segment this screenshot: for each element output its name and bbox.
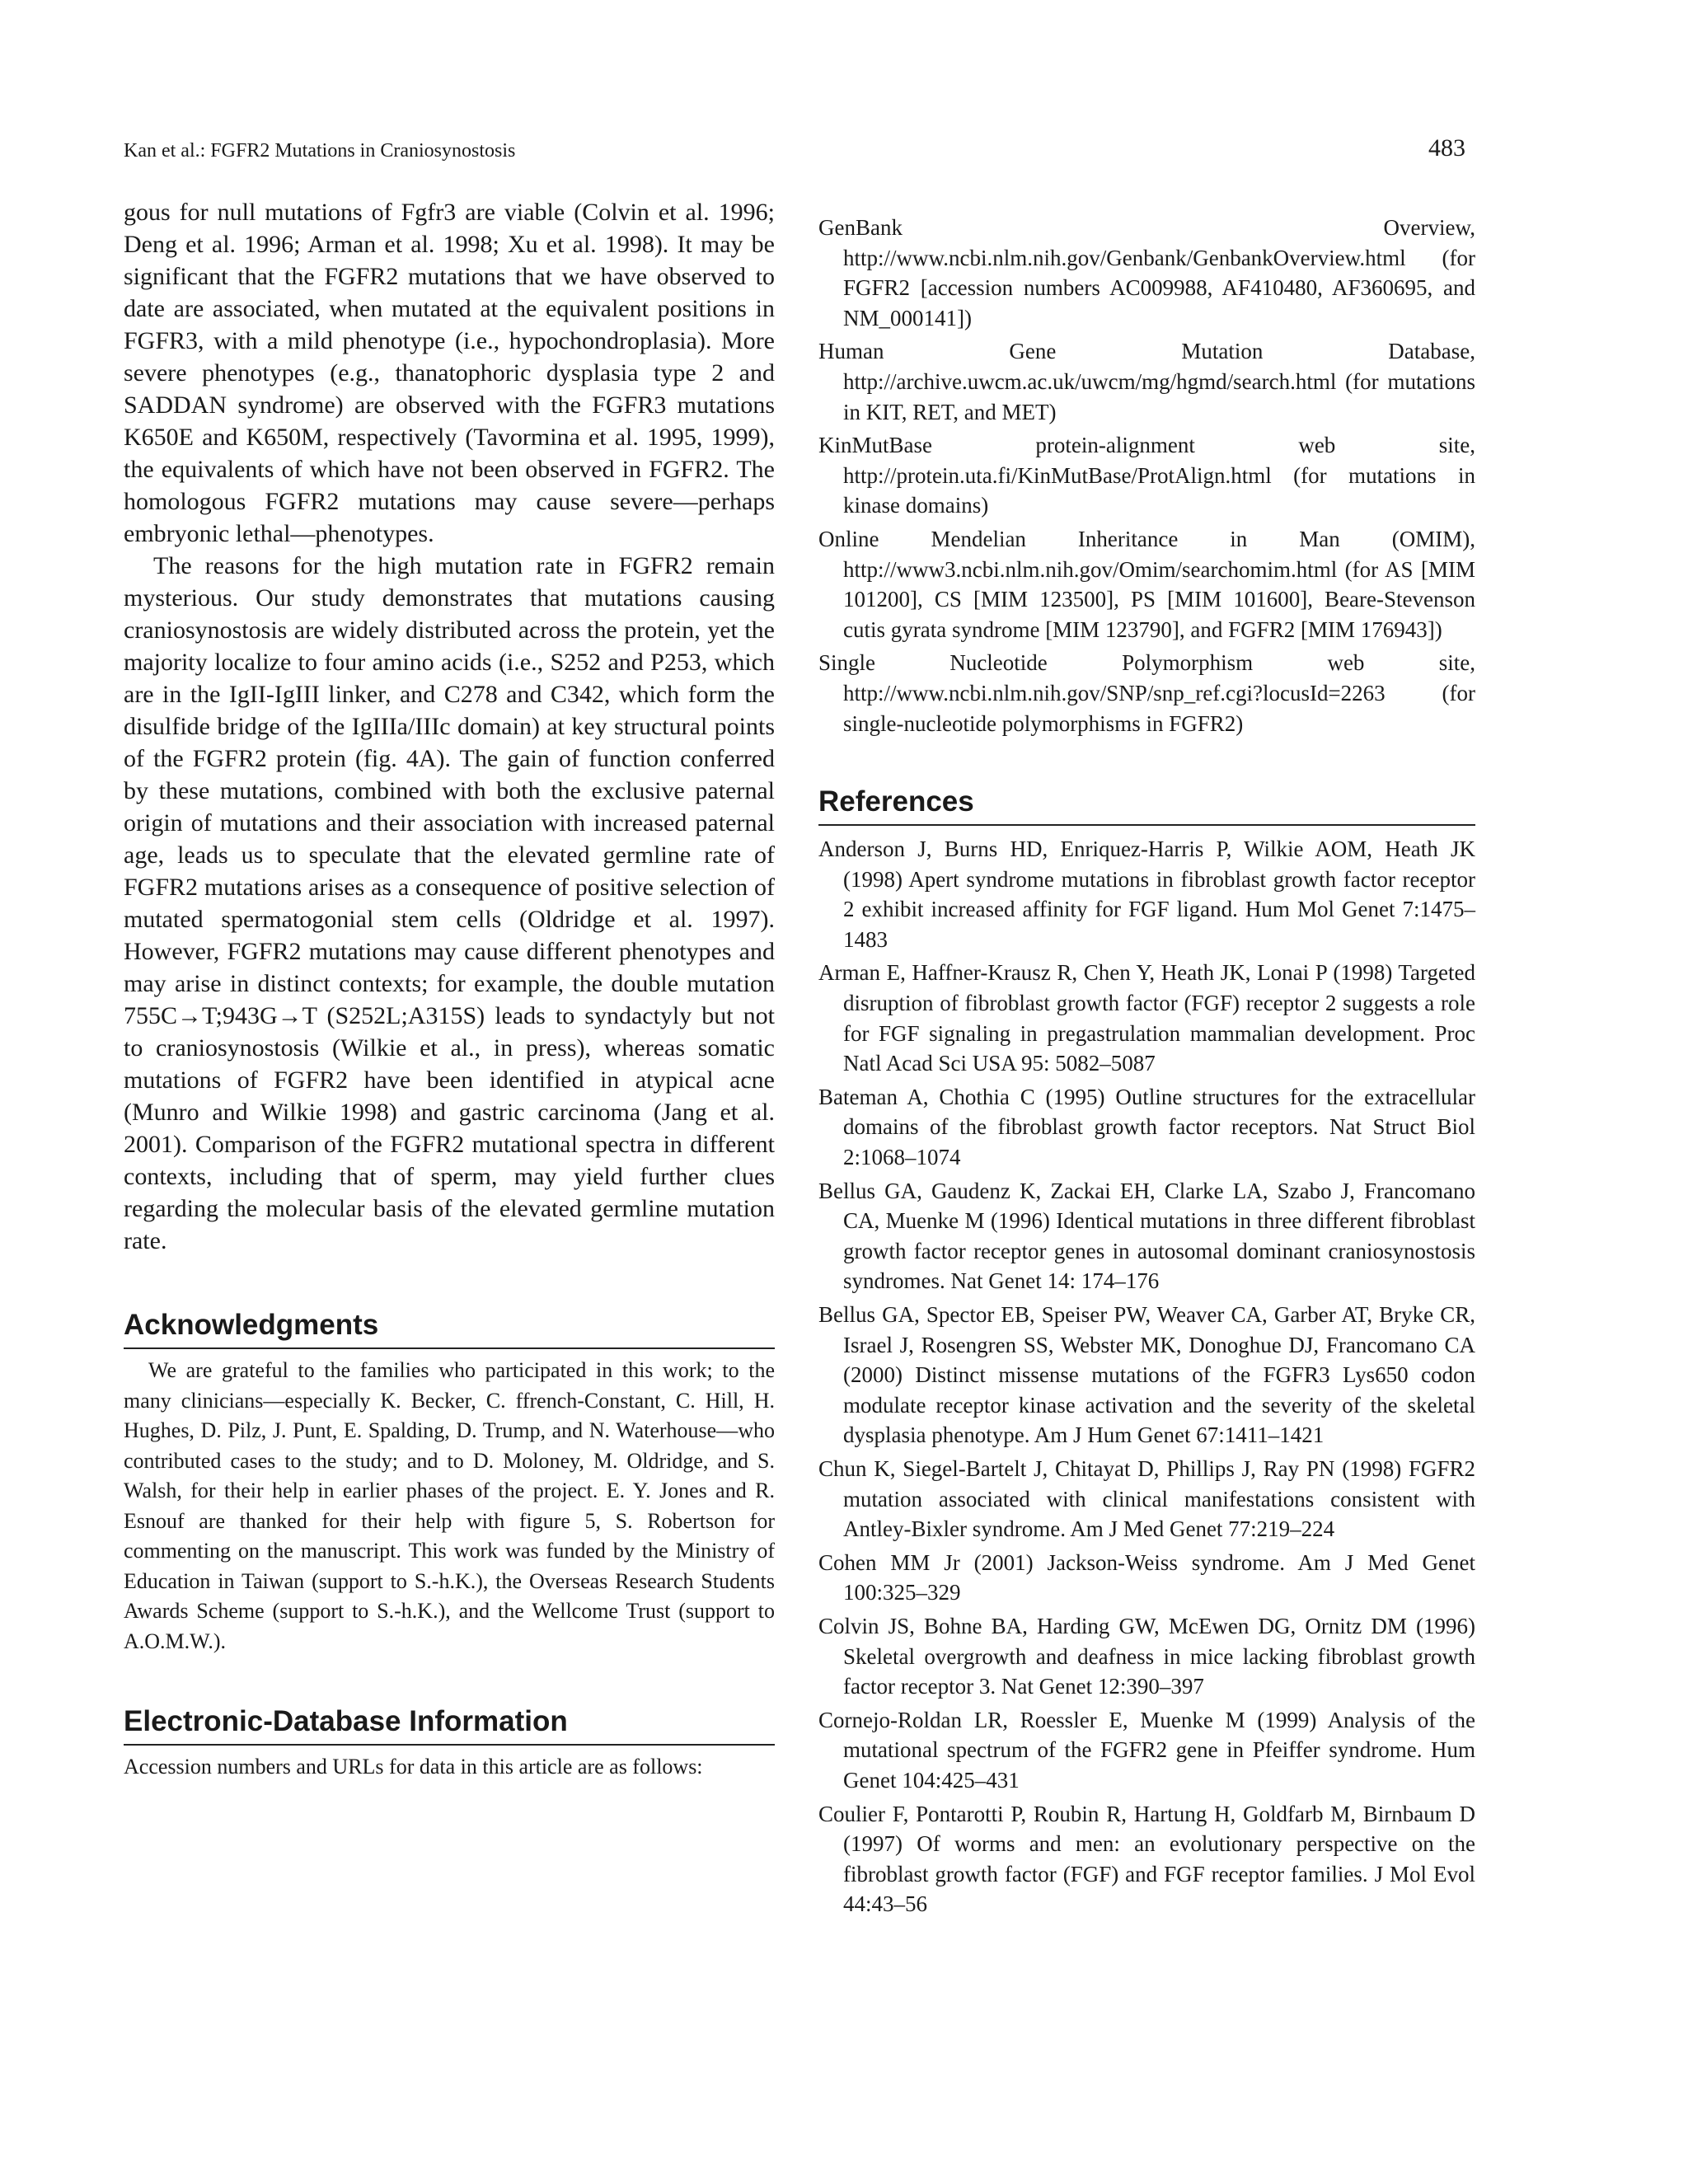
reference-entry: Cohen MM Jr (2001) Jackson-Weiss syndrome. Am J Med Genet 100:325–329 — [818, 1549, 1475, 1605]
reference-entry: Anderson J, Burns HD, Enriquez-Harris P, Wilkie AOM, Heath JK (1998) Apert syndrome mutations in fibroblast growth factor receptor 2 exhibit increased affinity for FGF ligand. Hum Mol Genet 7:1475–1483 — [818, 837, 1475, 952]
reference-list — [818, 834, 1475, 1919]
database-entry: Human Gene Mutation Database, http://archive.uwcm.ac.uk/uwcm/mg/hgmd/search.html (for mutations in KIT, RET, and MET) — [818, 339, 1475, 424]
acknowledgments-text: We are grateful to the families who participated in this work; to the many clinicians—especially K. Becker, C. ffrench-Constant, C. Hill, H. Hughes, D. Pilz, J. Punt, E. Spalding, D. Trump, and N. Waterhouse—who contributed cases to the study; and to D. Moloney, M. Oldridge, and S. Walsh, for their help in earlier phases of the project. E. Y. Jones and R. Esnouf are thanked for their help with figure 5, S. Robertson for commenting on the manuscript. This work was funded by the Ministry of Education in Taiwan (support to S.-h.K.), the Overseas Research Students Awards Scheme (support to S.-h.K.), and the Wellcome Trust (support to A.O.M.W.). — [124, 1358, 775, 1653]
body-paragraph-1: gous for null mutations of Fgfr3 are viable (Colvin et al. 1996; Deng et al. 1996; Arman et al. 1998; Xu et al. 1998). It may be significant that the FGFR2 mutations that we have observed to date are associated, when mutated at the equivalent positions in FGFR3, with a mild phenotype (i.e., hypochondroplasia). More severe phenotypes (e.g., thanatophoric dysplasia type 2 and SADDAN syndrome) are observed with the FGFR3 mutations K650E and K650M, respectively (Tavormina et al. 1995, 1999), the equivalents of which have not been observed in FGFR2. The homologous FGFR2 mutations may cause severe—perhaps embryonic lethal—phenotypes. — [124, 199, 775, 547]
reference-entry: Bellus GA, Spector EB, Speiser PW, Weaver CA, Garber AT, Bryke CR, Israel J, Rosengren SS, Webster MK, Donoghue DJ, Francomano CA (2000) Distinct missense mutations of the FGFR3 Lys650 codon modulate receptor kinase activation and the severity of the skeletal dysplasia phenotype. Am J Hum Genet 67:1411–1421 — [818, 1302, 1475, 1448]
running-head: Kan et al.: FGFR2 Mutations in Craniosynostosis — [124, 140, 516, 162]
database-list — [818, 213, 1475, 738]
page-number: 483 — [1428, 134, 1465, 162]
reference-entry: Cornejo-Roldan LR, Roessler E, Muenke M (1999) Analysis of the mutational spectrum of the FGFR2 gene in Pfeiffer syndrome. Hum Genet 104:425–431 — [818, 1707, 1475, 1793]
reference-entry: Chun K, Siegel-Bartelt J, Chitayat D, Phillips J, Ray PN (1998) FGFR2 mutation associated with clinical manifestations consistent with Antley-Bixler syndrome. Am J Med Genet 77:219–224 — [818, 1455, 1475, 1542]
acknowledgments-heading: Acknowledgments — [124, 1306, 775, 1349]
reference-entry: Bellus GA, Gaudenz K, Zackai EH, Clarke LA, Szabo J, Francomano CA, Muenke M (1996) Identical mutations in three different fibroblast growth factor receptor genes in autosomal dominant craniosynostosis syndromes. Nat Genet 14: 174–176 — [818, 1178, 1475, 1294]
references-heading: References — [818, 783, 1475, 826]
reference-entry: Colvin JS, Bohne BA, Harding GW, McEwen DG, Ornitz DM (1996) Skeletal overgrowth and deafness in mice lacking fibroblast growth factor receptor 3. Nat Genet 12:390–397 — [818, 1613, 1475, 1699]
reference-entry: Bateman A, Chothia C (1995) Outline structures for the extracellular domains of the fibroblast growth factor receptors. Nat Struct Biol 2:1068–1074 — [818, 1084, 1475, 1170]
left-column — [124, 196, 775, 1783]
database-entry: KinMutBase protein-alignment web site, http://protein.uta.fi/KinMutBase/ProtAlign.html (for mutations in kinase domains) — [818, 433, 1475, 518]
reference-entry: Arman E, Haffner-Krausz R, Chen Y, Heath JK, Lonai P (1998) Targeted disruption of fibroblast growth factor (FGF) receptor 2 suggests a role for FGF signaling in pregastrulation mammalian development. Proc Natl Acad Sci USA 95: 5082–5087 — [818, 960, 1475, 1076]
body-paragraph-2: The reasons for the high mutation rate in FGFR2 remain mysterious. Our study demonstrates that mutations causing craniosynostosis are widely distributed across the protein, yet the majority localize to four amino acids (i.e., S252 and P253, which are in the IgII-IgIII linker, and C278 and C342, which form the disulfide bridge of the IgIIIa/IIIc domain) at key structural points of the FGFR2 protein (fig. 4A). The gain of function conferred by these mutations, combined with both the exclusive paternal origin of mutations and their association with increased paternal age, leads us to speculate that the elevated germline rate of FGFR2 mutations arises as a consequence of positive selection of mutated spermatogonial stem cells (Oldridge et al. 1997). However, FGFR2 mutations may cause different phenotypes and may arise in distinct contexts; for example, the double mutation 755C→T;943G→T (S252L;A315S) leads to syndactyly but not to craniosynostosis (Wilkie et al., in press), whereas somatic mutations of FGFR2 have been identified in atypical acne (Munro and Wilkie 1998) and gastric carcinoma (Jang et al. 2001). Comparison of the FGFR2 mutational spectra in different contexts, including that of sperm, may yield further clues regarding the molecular basis of the elevated germline mutation rate. — [124, 552, 775, 1254]
electronic-database-intro: Accession numbers and URLs for data in this article are as follows: — [124, 1755, 703, 1779]
database-entry: Online Mendelian Inheritance in Man (OMIM), http://www3.ncbi.nlm.nih.gov/Omim/searchomim.html (for AS [MIM 101200], CS [MIM 123500], PS [MIM 101600], Beare-Stevenson cutis gyrata syndrome [MIM 123790], and FGFR2 [MIM 176943]) — [818, 526, 1475, 642]
electronic-database-heading: Electronic-Database Information — [124, 1703, 775, 1746]
database-entry: Single Nucleotide Polymorphism web site, http://www.ncbi.nlm.nih.gov/SNP/snp_ref.cgi?locusId=2263 (for single-nucleotide polymorphisms in FGFR2) — [818, 650, 1475, 736]
reference-entry: Coulier F, Pontarotti P, Roubin R, Hartung H, Goldfarb M, Birnbaum D (1997) Of worms and men: an evolutionary perspective on the fibroblast growth factor (FGF) and FGF receptor families. J Mol Evol 44:43–56 — [818, 1801, 1475, 1917]
database-entry: GenBank Overview, http://www.ncbi.nlm.nih.gov/Genbank/GenbankOverview.html (for FGFR2 [accession numbers AC009988, AF410480, AF360695, and NM_000141]) — [818, 215, 1475, 330]
right-column — [818, 213, 1475, 1923]
